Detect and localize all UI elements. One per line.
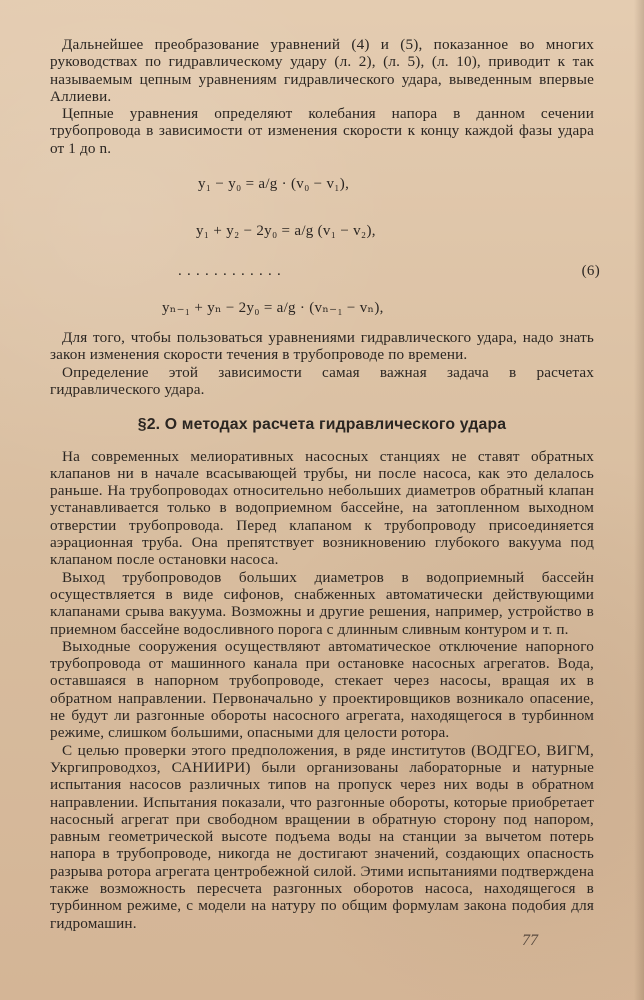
body-paragraph-6: Выход трубопроводов больших диаметров в водоприемный бассейн осуществляется в виде сифонов, снабженных автоматически действующими клапанами срыва вакуума. Возможны и другие решения, например, устройство в приемном бассейне водосливного порога с длинным сливным контуром и т. п.: [50, 568, 594, 638]
body-paragraph-5: На современных мелиоративных насосных станциях не ставят обратных клапанов ни в начале всасывающей трубы, ни после насоса, как это делалось раньше. На трубопроводах относительно небольших диаметров обратный клапан устанавливается только в водоприемном бассейне, на затопленном выходном отверстии трубопровода. Перед клапаном к трубопроводу присоединяется аэрационная труба. Она препятствует возникновению глубокого вакуума под клапаном после остановки насоса.: [50, 447, 594, 569]
page-fold-shadow: [634, 0, 644, 1000]
body-paragraph-7: Выходные сооружения осуществляют автоматическое отключение напорного трубопровода от машинного канала при остановке насосных агрегатов. Вода, оставшаяся в напорном трубопроводе, стекает через насосы, вращая их в обратном направлении. Первоначально у проектировщиков возникало опасение, не будут ли разгонные обороты насосного агрегата, находящегося в турбинном режиме, слишком большими, опасными для целости ротора.: [50, 637, 594, 742]
equation-line-4: yₙ₋₁ + yₙ − 2y₀ = a/g · (vₙ₋₁ − vₙ),: [162, 300, 384, 317]
page-number: 77: [522, 932, 538, 949]
equation-line-1: y₁ − y₀ = a/g · (v₀ − v₁),: [198, 176, 350, 193]
intro-paragraph-2: Цепные уравнения определяют колебания напора в данном сечении трубопровода в зависимости от изменения скорости к концу каждой фазы удара от 1 до n.: [50, 105, 594, 157]
document-content: [50, 36, 600, 932]
equation-block: [50, 165, 600, 321]
section-title: §2. О методах расчета гидравлического удара: [137, 416, 507, 434]
equation-number: (6): [581, 263, 600, 280]
body-paragraph-3: Для того, чтобы пользоваться уравнениями гидравлического удара, надо знать закон изменения скорости течения в трубопроводе по времени.: [50, 329, 594, 364]
body-paragraph-8: С целью проверки этого предположения, в ряде институтов (ВОДГЕО, ВИГМ, Укргипроводхоз, САНИИРИ) были организованы лабораторные и натурные испытания насосов различных типов на пропуск через них воды в обратном направлении. Испытания показали, что разгонные обороты, которые приобретает насосный агрегат при свободном вращении в обратную сторону под напором, равным геометрической высоте подъема воды на станции за вычетом потерь напора в трубопроводе, никогда не достигают значений, создающих опасность разрыва ротора агрегата центробежной силой. Этими испытаниями подтверждена также возможность пересчета разгонных оборотов насоса, находящегося в турбинном режиме, с модели на натуру по общим формулам закона подобия для гидромашин.: [50, 741, 594, 932]
body-paragraph-4: Определение этой зависимости самая важная задача в расчетах гидравлического удара.: [50, 363, 594, 398]
equation-line-2: y₁ + y₂ − 2y₀ = a/g (v₁ − v₂),: [196, 223, 376, 240]
intro-paragraph-1: Дальнейшее преобразование уравнений (4) и (5), показанное во многих руководствах по гидравлическому удару (л. 2), (л. 5), (л. 10), приводит к так называемым цепным уравнениям гидравлического удара, выведенным впервые Аллиеви.: [50, 36, 594, 105]
equation-ellipsis-line: ............: [178, 263, 286, 280]
